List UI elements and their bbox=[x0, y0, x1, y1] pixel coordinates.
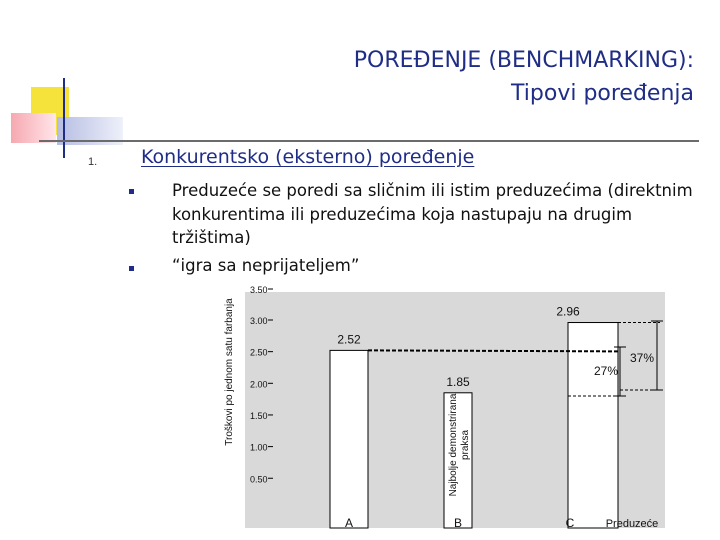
x-axis-label: Preduzeće bbox=[605, 518, 659, 530]
y-tick-label: 3.50 bbox=[250, 285, 268, 295]
bullet-text-1-line-1: Preduzeće se poredi sa sličnim ili istim preduzećima (direktnim bbox=[172, 181, 693, 200]
annotation-27: 27% bbox=[594, 364, 619, 378]
y-tick-label: 2.00 bbox=[250, 379, 268, 390]
data-label-C: 2.96 bbox=[556, 304, 580, 319]
title-line-2: Tipovi poređenja bbox=[511, 81, 694, 106]
bar-C bbox=[565, 323, 618, 530]
bullet-text-1-line-3: tržištima) bbox=[172, 228, 251, 247]
best-practice-label-line-1: Najbolje demonstrirana bbox=[448, 393, 459, 497]
best-practice-label-line-2: praksa bbox=[460, 429, 471, 461]
title-line-1: POREĐENJE (BENCHMARKING): bbox=[353, 48, 694, 73]
x-tick-label-B: B bbox=[453, 516, 463, 530]
y-tick-label: 1.00 bbox=[250, 442, 268, 453]
annotation-37: 37% bbox=[630, 351, 655, 365]
x-tick-label-A: A bbox=[344, 516, 354, 530]
section-heading: Konkurentsko (eksterno) poređenje bbox=[141, 146, 475, 168]
y-tick-label: 1.50 bbox=[250, 410, 268, 421]
data-label-A: 2.52 bbox=[337, 332, 361, 347]
bullet-text-2: “igra sa neprijateljem” bbox=[172, 256, 360, 275]
y-tick-label: 3.00 bbox=[250, 316, 268, 326]
section-number: 1. bbox=[88, 156, 98, 168]
x-tick-label-C: C bbox=[565, 516, 575, 530]
y-tick-label: 2.50 bbox=[250, 347, 268, 358]
bullet-text-1-line-2: konkurentima ili preduzećima koja nastupaju na drugim bbox=[172, 205, 633, 224]
bar-A bbox=[330, 350, 368, 528]
data-label-B: 1.85 bbox=[446, 374, 470, 389]
y-axis-label: Troškovi po jednom satu farbanja bbox=[224, 298, 235, 446]
y-tick-label: 0.50 bbox=[250, 474, 268, 485]
